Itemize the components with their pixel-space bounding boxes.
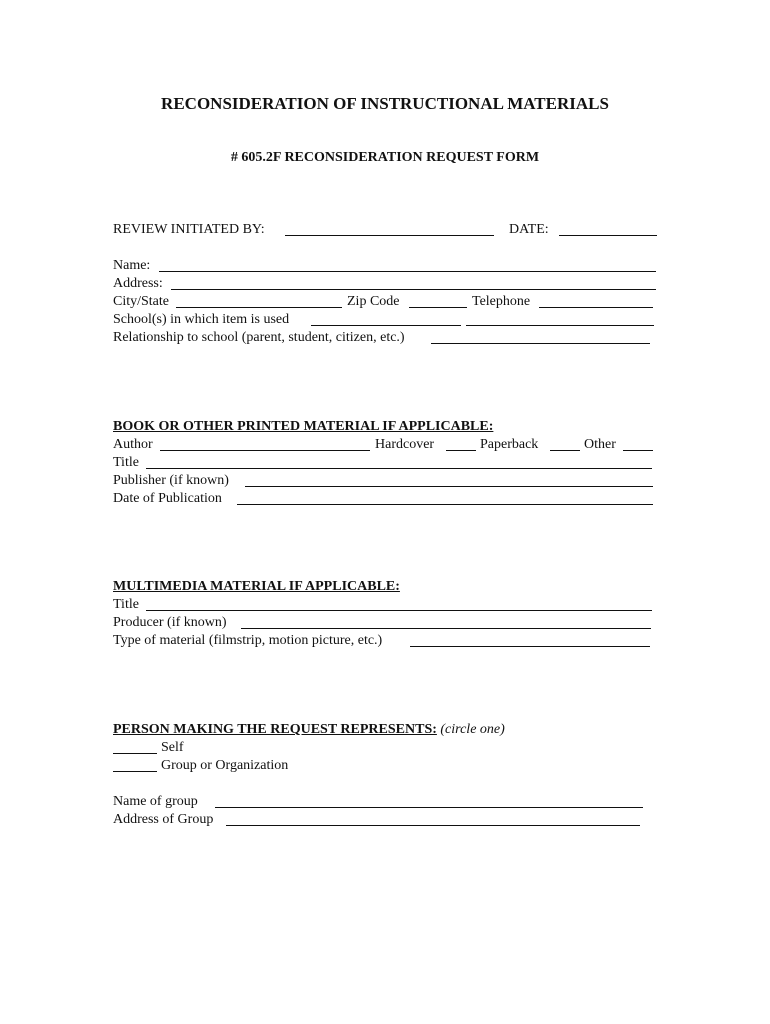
address-field[interactable] xyxy=(171,289,656,290)
self-row xyxy=(113,739,658,757)
author-field[interactable] xyxy=(160,450,370,451)
date-field[interactable] xyxy=(559,235,657,236)
publication-date-row xyxy=(113,490,658,508)
form-title: RECONSIDERATION OF INSTRUCTIONAL MATERIALS xyxy=(161,94,609,113)
book-title-label: Title xyxy=(113,455,139,470)
multimedia-title-row xyxy=(113,596,658,614)
name-row xyxy=(113,257,658,275)
telephone-field[interactable] xyxy=(539,307,653,308)
hardcover-field[interactable] xyxy=(446,450,476,451)
book-title-row xyxy=(113,454,658,472)
address-label: Address: xyxy=(113,276,163,291)
publisher-field[interactable] xyxy=(245,486,653,487)
review-initiated-field[interactable] xyxy=(285,235,494,236)
review-row xyxy=(113,221,658,239)
self-label: Self xyxy=(161,740,184,755)
group-address-field[interactable] xyxy=(226,825,640,826)
group-address-row xyxy=(113,811,658,829)
name-field[interactable] xyxy=(159,271,656,272)
date-label: DATE: xyxy=(509,222,549,237)
publication-date-label: Date of Publication xyxy=(113,491,222,506)
other-field[interactable] xyxy=(623,450,653,451)
school-row xyxy=(113,311,658,329)
city-state-label: City/State xyxy=(113,294,169,309)
book-heading-row xyxy=(113,418,658,436)
publication-date-field[interactable] xyxy=(237,504,653,505)
circle-one-instruction: (circle one) xyxy=(440,722,505,737)
multimedia-heading-row xyxy=(113,578,658,596)
relationship-row xyxy=(113,329,658,347)
multimedia-title-label: Title xyxy=(113,597,139,612)
material-type-label: Type of material (filmstrip, motion picture, etc.) xyxy=(113,633,383,648)
group-row xyxy=(113,757,658,775)
city-state-field[interactable] xyxy=(176,307,342,308)
group-name-row xyxy=(113,793,658,811)
producer-field[interactable] xyxy=(241,628,651,629)
city-row xyxy=(113,293,658,311)
author-label: Author xyxy=(113,437,153,452)
telephone-label: Telephone xyxy=(472,294,531,309)
relationship-field[interactable] xyxy=(431,343,650,344)
group-field[interactable] xyxy=(113,771,157,772)
group-organization-label: Group or Organization xyxy=(161,758,289,773)
material-type-field[interactable] xyxy=(410,646,650,647)
material-type-row xyxy=(113,632,658,650)
relationship-label: Relationship to school (parent, student, citizen, etc.) xyxy=(113,330,405,345)
represents-heading-wrap xyxy=(113,721,505,739)
name-label: Name: xyxy=(113,258,151,273)
zip-code-field[interactable] xyxy=(409,307,467,308)
publisher-label: Publisher (if known) xyxy=(113,473,229,488)
address-row xyxy=(113,275,658,293)
multimedia-section-heading: MULTIMEDIA MATERIAL IF APPLICABLE: xyxy=(113,579,400,594)
self-field[interactable] xyxy=(113,753,157,754)
school-field-1[interactable] xyxy=(311,325,461,326)
represents-heading-row xyxy=(113,721,658,739)
group-name-label: Name of group xyxy=(113,794,198,809)
paperback-field[interactable] xyxy=(550,450,580,451)
multimedia-title-field[interactable] xyxy=(146,610,652,611)
school-label: School(s) in which item is used xyxy=(113,312,290,327)
form-subtitle: # 605.2F RECONSIDERATION REQUEST FORM xyxy=(230,150,540,165)
book-section-heading: BOOK OR OTHER PRINTED MATERIAL IF APPLICABLE: xyxy=(113,419,494,434)
represents-section-heading: PERSON MAKING THE REQUEST REPRESENTS: xyxy=(113,722,437,737)
book-title-field[interactable] xyxy=(146,468,652,469)
producer-label: Producer (if known) xyxy=(113,615,227,630)
publisher-row xyxy=(113,472,658,490)
hardcover-label: Hardcover xyxy=(375,437,435,452)
producer-row xyxy=(113,614,658,632)
other-label: Other xyxy=(584,437,616,452)
author-row xyxy=(113,436,658,454)
school-field-2[interactable] xyxy=(466,325,654,326)
group-address-label: Address of Group xyxy=(113,812,214,827)
paperback-label: Paperback xyxy=(480,437,539,452)
zip-code-label: Zip Code xyxy=(347,294,400,309)
group-name-field[interactable] xyxy=(215,807,643,808)
review-initiated-label: REVIEW INITIATED BY: xyxy=(113,222,265,237)
